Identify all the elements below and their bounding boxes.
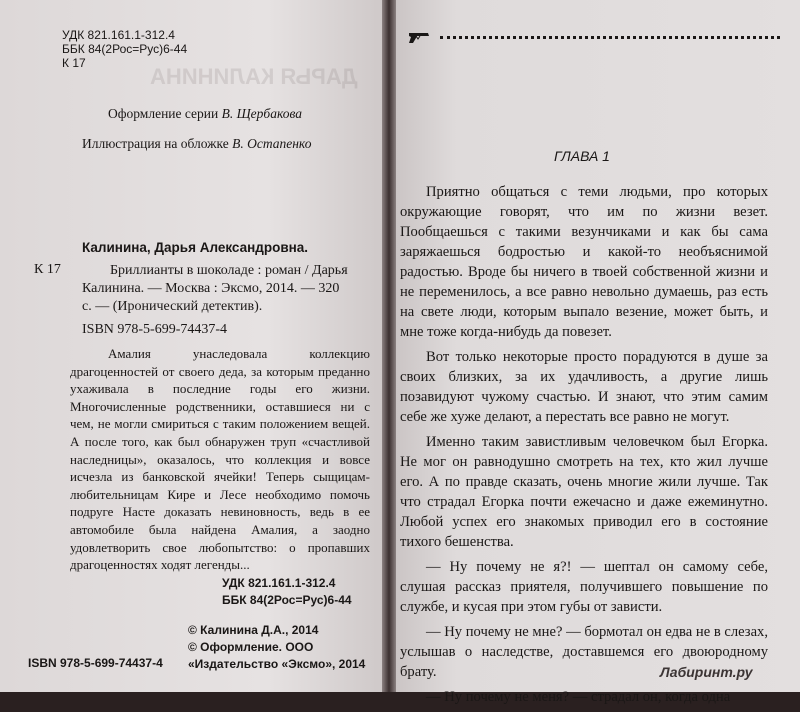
bibliographic-text: Бриллианты в шоколаде : роман / Дарья Калинина. — Москва : Эксмо, 2014. — 320 с. — (Иронический детектив).: [82, 263, 348, 314]
copyright-publisher: «Издательство «Эксмо», 2014: [188, 657, 366, 671]
pistol-icon: [408, 30, 430, 44]
isbn-line: ISBN 978-5-699-74437-4: [82, 322, 228, 337]
cover-credit-name: В. Остапенко: [232, 136, 312, 151]
annotation-text: Амалия унаследовала коллекцию драгоценностей от своего деда, за которым преданно ухаживала в последние годы его жизни. Многочисленные родственники, оставшиеся ни с чем, не могли смириться с таким положением вещей. А после того, как был обнаружен труп «счастливой наследницы», оказалось, что коллекция и вовсе исчезла из банковской ячейки! Теперь сыщицам-любительницам Кире и Лесе необходимо помочь подруге Насте доказать невиновность, ведь в ее автомобиле была найдена Амалия, а заодно удовлетворить свое любопытство: о пропавших драгоценностях ходят легенды...: [70, 346, 370, 573]
copyright-block: [188, 622, 365, 673]
annotation: [70, 345, 370, 574]
paragraph: Вот только некоторые просто порадуются в душе за своих близких, за их удачливость, а другие лишь позавидуют чужому счастью. И знают, что этим самим себе же хуже делают, а перестать все равно не могут.: [400, 349, 768, 425]
series-credit-label: Оформление серии: [108, 106, 219, 121]
author-heading: Калинина, Дарья Александровна.: [82, 240, 309, 255]
paragraph: — Ну почему не мне? — бормотал он едва не в слезах, услышав о наследстве, доставшемся его двоюродному брату.: [400, 624, 768, 680]
chapter-body: [400, 182, 768, 712]
left-page: [0, 0, 382, 692]
paragraph: — Ну почему не я?! — шептал он самому себе, слушая рассказ приятеля, получившего повышение по службе, и кусая при этом губы от зависти.: [400, 559, 768, 615]
udc-code: УДК 821.161.1-312.4: [62, 28, 175, 42]
labirint-watermark: Лабиринт.ру: [660, 664, 753, 680]
copyright-author: © Калинина Д.А., 2014: [188, 623, 319, 637]
catalog-codes: [62, 28, 187, 70]
author-mark: К 17: [62, 56, 86, 70]
bottom-bbk-code: ББК 84(2Рос=Рус)6-44: [222, 593, 352, 607]
series-credit: [108, 106, 302, 122]
book-gutter: [382, 0, 396, 692]
isbn-bottom: ISBN 978-5-699-74437-4: [28, 656, 163, 670]
bottom-udc-code: УДК 821.161.1-312.4: [222, 576, 336, 590]
chapter-title: ГЛАВА 1: [554, 148, 610, 164]
paragraph: — Ну почему не меня? — страдал он, когда одна: [426, 689, 731, 705]
cover-credit-label: Иллюстрация на обложке: [82, 136, 229, 151]
paragraph: Приятно общаться с теми людьми, про которых окружающие говорят, что им по жизни везет. Пообщаешься с такими везунчиками и как бы сама заряжаешься бодростью и какой-то необъяснимой радостью. Вроде бы ничего в твоей собственной жизни и не переменилось, а все равно невольно думаешь, раз есть на свете люди, которым выпало везение, может быть, и мне тоже когда-нибудь да повезет.: [400, 184, 768, 340]
author-mark-margin: К 17: [34, 262, 61, 277]
show-through-text: ДАРЬЯ КАЛИНИНА: [150, 64, 358, 89]
bottom-catalog-codes: [222, 575, 352, 609]
dotted-rule: [440, 36, 780, 39]
paragraph: Именно таким завистливым человечком был Егорка. Не мог он равнодушно смотреть на тех, кто жил лучше его. А по правде сказать, очень многие жили лучше. Так что страдал Егорка почти ежечасно и даже ежеминутно. Любой успех его знакомых приводил его в состояние тихого бешенства.: [400, 434, 768, 550]
series-credit-name: В. Щербакова: [221, 106, 303, 121]
copyright-design: © Оформление. ООО: [188, 640, 314, 654]
right-page: [396, 0, 800, 705]
bbk-code: ББК 84(2Рос=Рус)6-44: [62, 42, 188, 56]
cover-credit: [82, 136, 312, 152]
bibliographic-record: [82, 262, 352, 316]
